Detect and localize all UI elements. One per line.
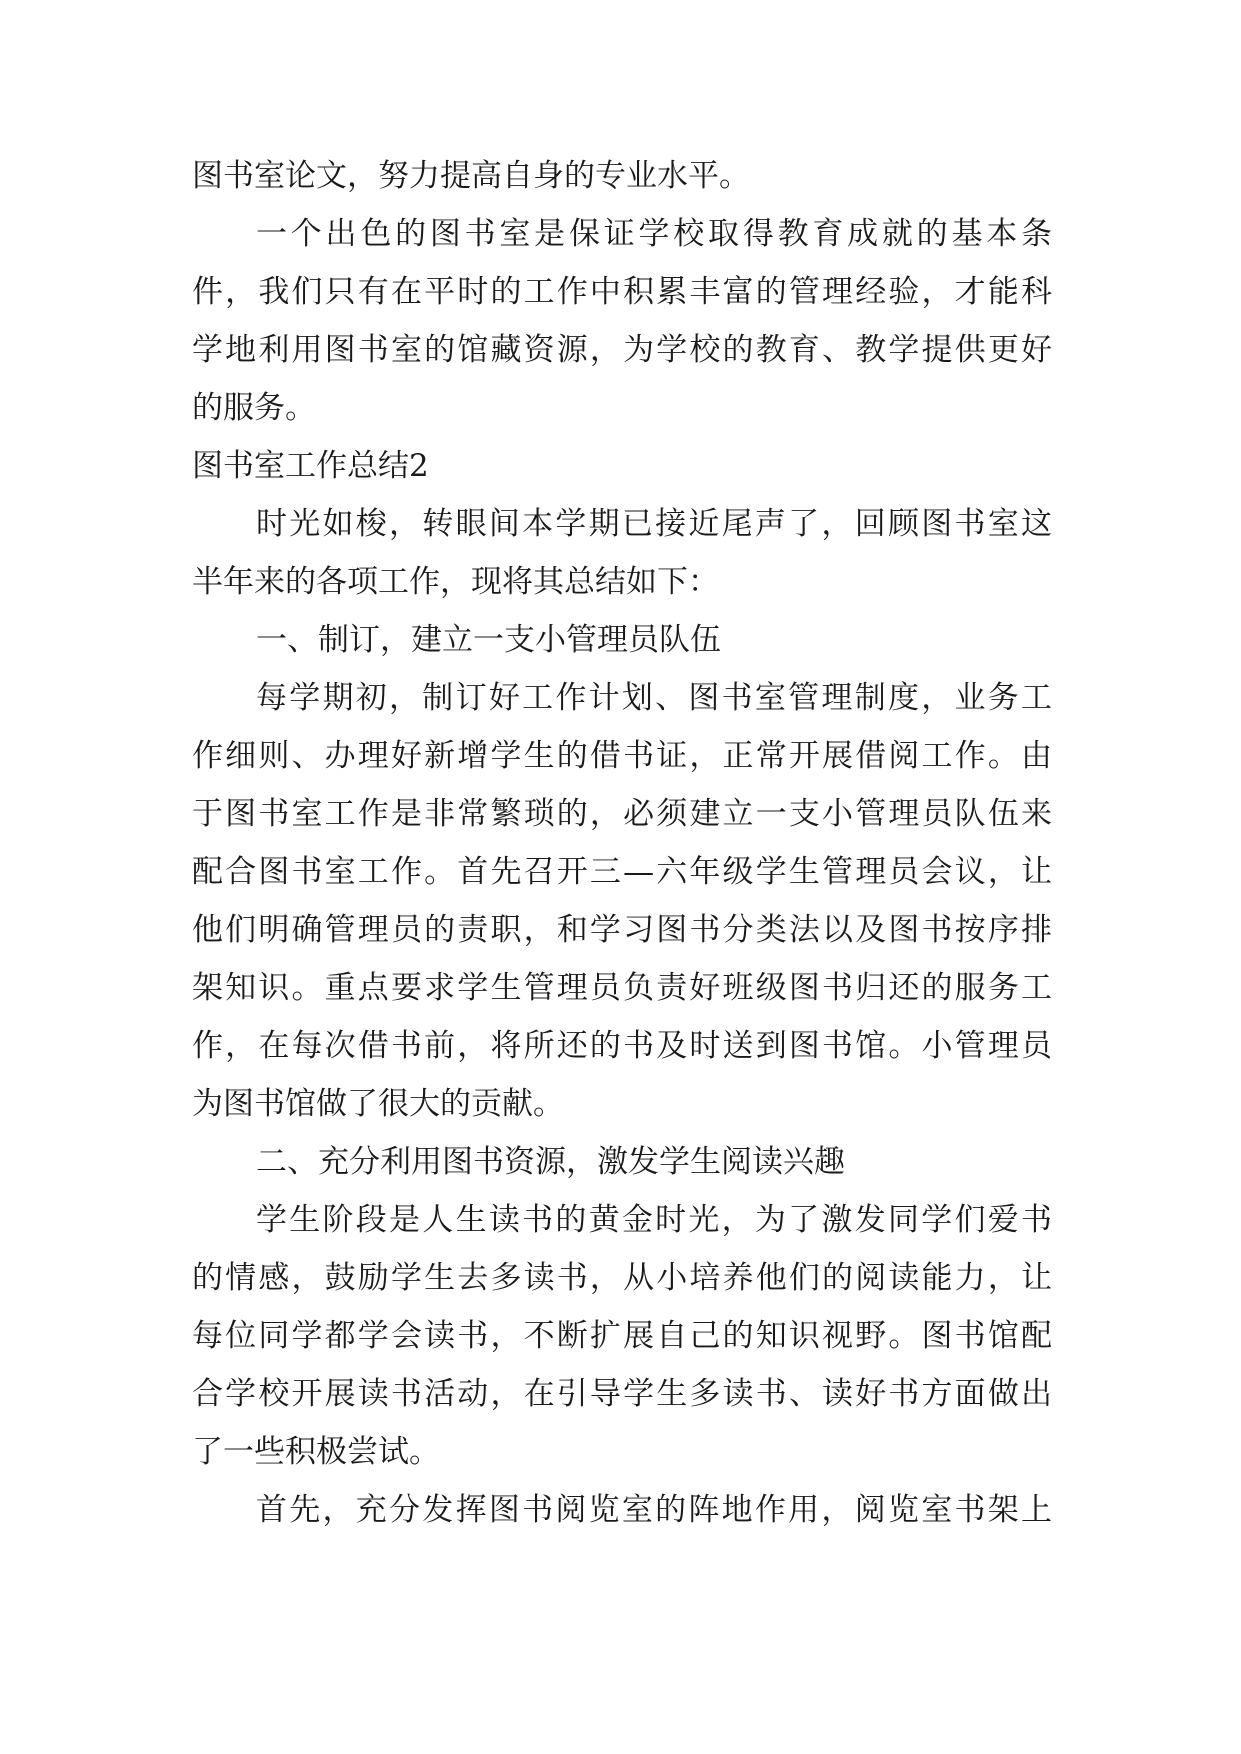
text-line: 了一些积极尝试。 bbox=[192, 1434, 440, 1470]
text-line: 件，我们只有在平时的工作中积累丰富的管理经验，才能科 bbox=[192, 274, 1052, 310]
text-line: 学地利用图书室的馆藏资源，为学校的教育、教学提供更好 bbox=[192, 332, 1052, 368]
paragraph-first-line: 学生阶段是人生读书的黄金时光，为了激发同学们爱书 bbox=[256, 1202, 1052, 1238]
subheading: 一、制订，建立一支小管理员队伍 bbox=[256, 622, 721, 658]
text-line: 于图书室工作是非常繁琐的，必须建立一支小管理员队伍来 bbox=[192, 796, 1052, 832]
text-line: 的情感，鼓励学生去多读书，从小培养他们的阅读能力，让 bbox=[192, 1260, 1052, 1296]
text-line: 作，在每次借书前，将所还的书及时送到图书馆。小管理员 bbox=[192, 1028, 1052, 1064]
section-heading: 图书室工作总结2 bbox=[192, 448, 429, 484]
text-line: 他们明确管理员的责职，和学习图书分类法以及图书按序排 bbox=[192, 912, 1052, 948]
text-line: 图书室论文，努力提高自身的专业水平。 bbox=[192, 158, 750, 194]
text-line: 配合图书室工作。首先召开三—六年级学生管理员会议，让 bbox=[192, 854, 1052, 890]
text-line: 为图书馆做了很大的贡献。 bbox=[192, 1086, 564, 1122]
paragraph-first-line: 首先，充分发挥图书阅览室的阵地作用，阅览室书架上 bbox=[256, 1492, 1052, 1528]
text-line: 合学校开展读书活动，在引导学生多读书、读好书方面做出 bbox=[192, 1376, 1052, 1412]
paragraph-first-line: 时光如梭，转眼间本学期已接近尾声了，回顾图书室这 bbox=[256, 506, 1052, 542]
text-line: 的服务。 bbox=[192, 390, 316, 426]
text-line: 半年来的各项工作，现将其总结如下： bbox=[192, 564, 719, 600]
paragraph-first-line: 每学期初，制订好工作计划、图书室管理制度，业务工 bbox=[256, 680, 1052, 716]
text-line: 架知识。重点要求学生管理员负责好班级图书归还的服务工 bbox=[192, 970, 1052, 1006]
text-line: 每位同学都学会读书，不断扩展自己的知识视野。图书馆配 bbox=[192, 1318, 1052, 1354]
text-line: 作细则、办理好新增学生的借书证，正常开展借阅工作。由 bbox=[192, 738, 1052, 774]
paragraph-first-line: 一个出色的图书室是保证学校取得教育成就的基本条 bbox=[256, 216, 1052, 252]
subheading: 二、充分利用图书资源，激发学生阅读兴趣 bbox=[256, 1144, 845, 1180]
